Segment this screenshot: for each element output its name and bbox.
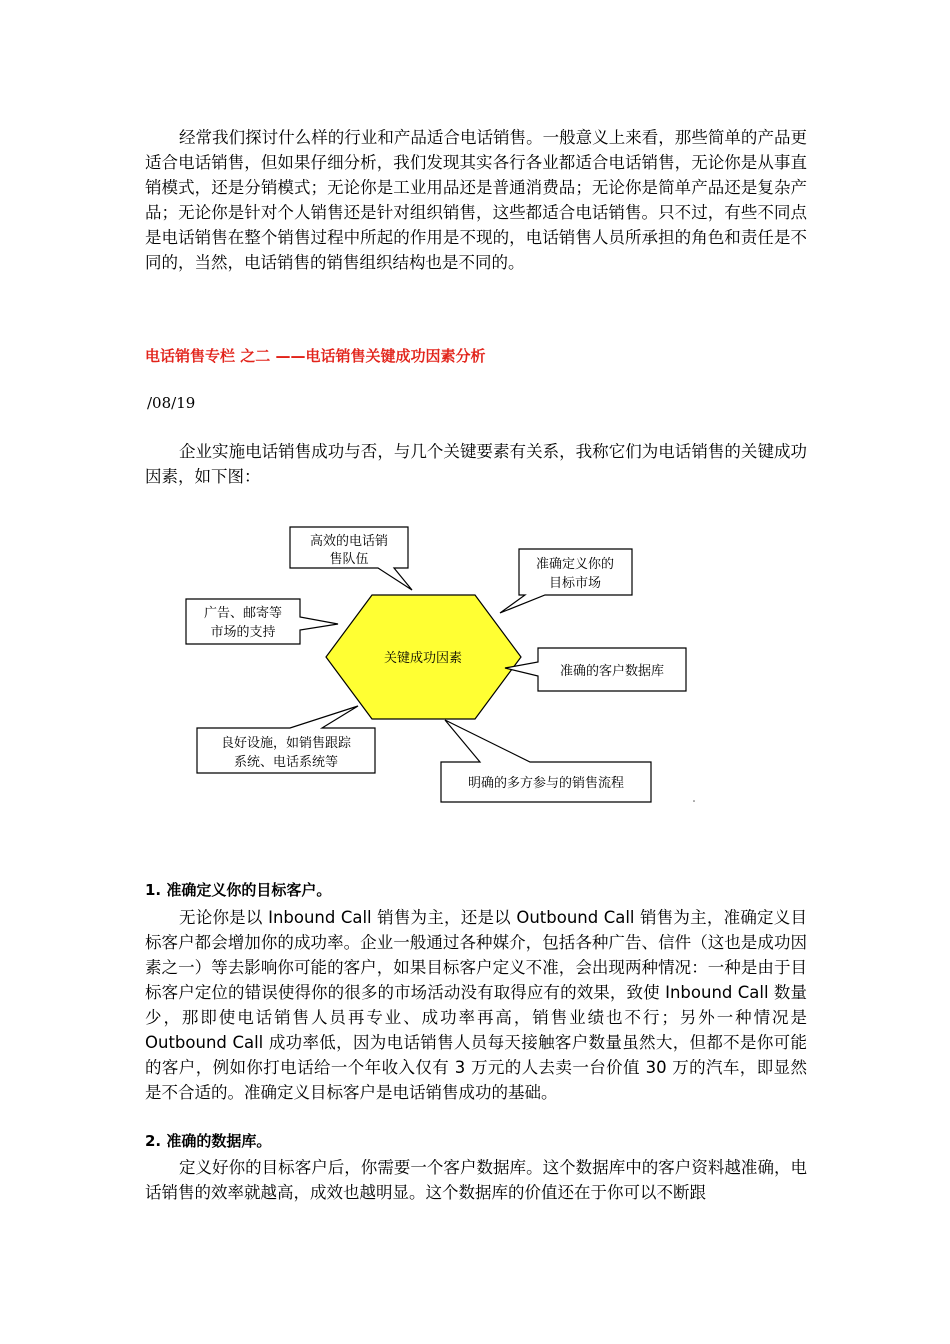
intro-paragraph: 经常我们探讨什么样的行业和产品适合电话销售。一般意义上来看，那些简单的产品更适合电话销售，但如果仔细分析，我们发现其实各行各业都适合电话销售，无论你是从事直销模式，还是分销模式；无论你是工业用品还是普通消费品；无论你是简单产品还是复杂产品；无论你是针对个人销售还是针对组织销售，这些都适合电话销售。只不过，有些不同点是电话销售在整个销售过程中所起的作用是不现的，电话销售人员所承担的角色和责任是不同的，当然，电话销售的销售组织结构也是不同的。 [145,128,807,272]
section2-heading: 2. 准确的数据库。 [145,1132,272,1150]
section1-heading: 1. 准确定义你的目标客户。 [145,881,332,899]
section1-paragraph: 无论你是以 Inbound Call 销售为主，还是以 Outbound Call 销售为主，准确定义目标客户都会增加你的成功率。企业一般通过各种媒介，包括各种广告、信件（这也是成功因素之一）等去影响你可能的客户，如果目标客户定义不准，会出现两种情况：一种是由于目标客户定位的错误使得你的很多的市场活动没有取得应有的效果，致使 Inbound Call 数量少，那即使电话销售人员再专业、成功率再高，销售业绩也不行；另外一种情况是 Outbound Call 成功率低，因为电话销售人员每天接触客户数量虽然大，但都不是你可能的客户，例如你打电话给一个年收入仅有 3 万元的人去卖一台价值 30 万的汽车，即显然是不合适的。准确定义目标客户是电话销售成功的基础。 [145,908,807,1102]
callout-ads [186,599,338,644]
section2-paragraph: 定义好你的目标客户后，你需要一个客户数据库。这个数据库中的客户资料越准确，电话销售的效率就越高，成效也越明显。这个数据库的价值还在于你可以不断跟 [145,1158,807,1202]
callout-team-line1: 高效的电话销 [309,534,389,549]
callout-market-line1: 准确定义你的 [535,557,615,572]
callout-database [505,648,686,691]
article-title: 电话销售专栏 之二 ——电话销售关键成功因素分析 [145,347,486,365]
article-date: /08/19 [147,394,196,412]
callout-facilities-line2: 系统、电话系统等 [233,755,339,770]
callout-process [441,720,651,802]
callout-team [290,527,412,590]
callout-ads-line2: 市场的支持 [210,625,276,640]
callout-ads-line1: 广告、邮寄等 [203,606,283,621]
callout-team-line2: 售队伍 [329,552,369,567]
stray-dot [693,800,695,802]
center-label: 关键成功因素 [383,651,463,666]
callout-database-label: 准确的客户数据库 [559,664,665,679]
lead-paragraph: 企业实施电话销售成功与否，与几个关键要素有关系，我称它们为电话销售的关键成功因素，如下图： [145,442,807,486]
callout-facilities-line1: 良好设施，如销售跟踪 [220,736,352,751]
callout-market [500,549,632,613]
callout-process-label: 明确的多方参与的销售流程 [467,776,625,791]
callout-market-line2: 目标市场 [548,576,602,591]
callout-facilities [197,706,375,773]
